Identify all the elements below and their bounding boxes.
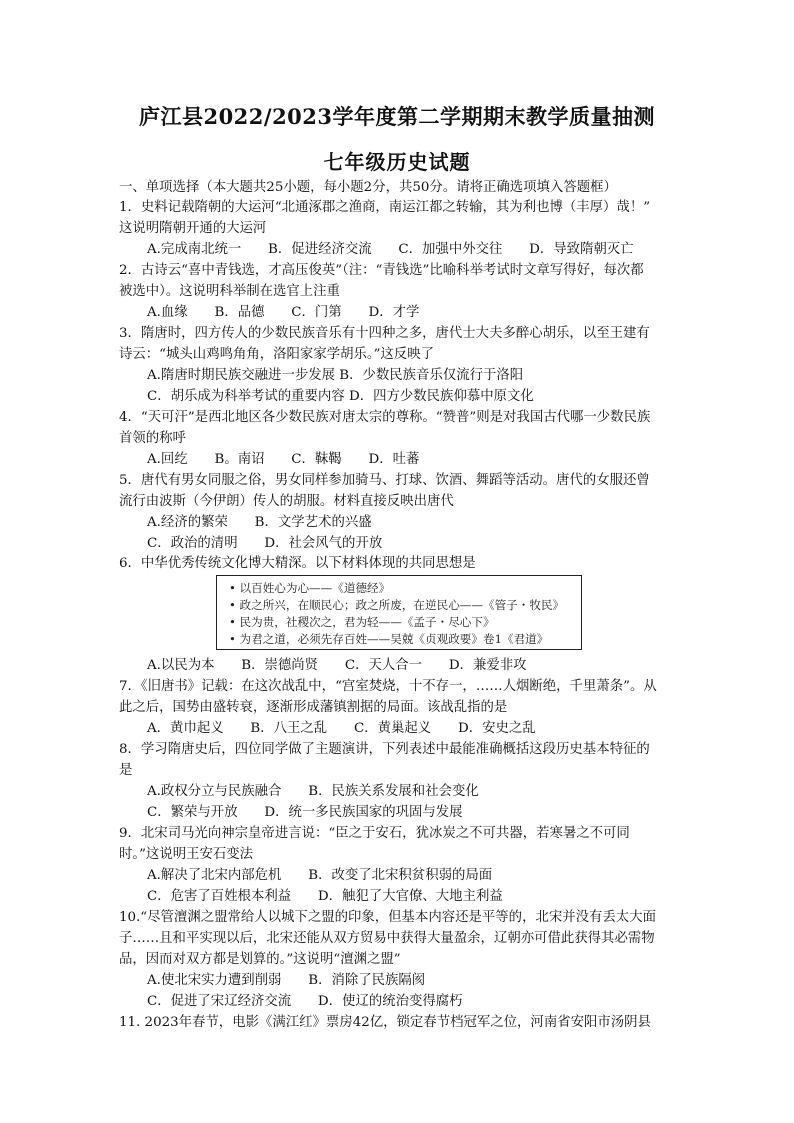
question-10-options-1: A.使北宋实力遭到削弱 B．消除了民族隔阂	[147, 973, 426, 988]
question-5-options-1: A.经济的繁荣 B．文学艺术的兴盛	[147, 515, 372, 530]
question-5-options-2: C．政治的清明 D．社会风气的开放	[147, 536, 383, 551]
question-10-text-cont: 子……且和平实现以后，北宋还能从双方贸易中获得大量盈余，辽朝亦可借此获得其必需物	[119, 931, 655, 946]
question-9-options-2: C．危害了百姓根本利益 D．触犯了大官僚、大地主利益	[147, 889, 503, 904]
question-5-text: 5．唐代有男女同服之俗，男女同样参加骑马、打球、饮酒、舞蹈等活动。唐代的女服还曾	[119, 473, 650, 488]
question-8-text-cont: 是	[119, 763, 133, 778]
question-3-text: 3．隋唐时，四方传人的少数民族音乐有十四种之多，唐代士大夫多醉心胡乐，以至王建有	[119, 326, 650, 341]
question-7-text-cont: 此之后，国势由盛转衰，逐渐形成藩镇割据的局面。该战乱指的是	[119, 700, 508, 715]
question-11-text: 11. 2023年春节，电影《满江红》票房42亿，锁定春节档冠军之位，河南省安阳市汤阴县	[119, 1015, 651, 1030]
question-4-text: 4．“天可汗”是西北地区各少数民族对唐太宗的尊称。“赞普”则是对我国古代哪一少数民族	[119, 410, 651, 425]
quote-line: • 以百姓心为心——《道德经》	[229, 581, 391, 595]
question-8-options-1: A.政权分立与民族融合 B．民族关系发展和社会变化	[147, 784, 479, 799]
question-9-options-1: A.解决了北宋内部危机 B．改变了北宋积贫积弱的局面	[147, 868, 493, 883]
question-9-text: 9．北宋司马光向神宗皇帝进言说：“臣之于安石，犹冰炭之不可共器，若寒暑之不可同	[119, 826, 630, 841]
question-4-options: A.回纥 B。南诏 C．靺鞨 D．吐蕃	[147, 452, 420, 467]
exam-title: 庐江县2022/2023学年度第二学期期末教学质量抽测	[138, 104, 656, 129]
question-5-text-cont: 流行由波斯（今伊朗）传人的胡服。材料直接反映出唐代	[119, 494, 454, 509]
quote-line: • 政之所兴，在顺民心；政之所废，在逆民心——《管子・牧民》	[229, 598, 565, 612]
question-1-text: 1．史料记载隋朝的大运河“北通涿郡之渔商，南运江都之转输，其为利也博（丰厚）哉！”	[119, 200, 651, 215]
question-2-text-cont: 被选中）。这说明科举制在选官上注重	[119, 284, 340, 299]
question-8-options-2: C．繁荣与开放 D．统一多民族国家的巩固与发展	[147, 805, 463, 820]
question-2-text: 2．古诗云“喜中青钱选，才高压俊英”（注：“青钱选”比喻科举考试时文章写得好，每次都	[119, 263, 644, 278]
question-9-text-cont: 时。”这说明王安石变法	[119, 847, 254, 862]
quote-line: • 民为贵，社稷次之，君为轻——《孟子・尽心下》	[229, 615, 495, 629]
exam-subtitle: 七年级历史试题	[323, 150, 471, 174]
quote-line: • 为君之道，必须先存百姓——吴兢《贞观政要》卷1《君道》	[229, 632, 549, 646]
question-3-text-cont: 诗云：“城头山鸡鸣角角，洛阳家家学胡乐。”这反映了	[119, 347, 434, 362]
question-1-options: A.完成南北统一 B．促进经济交流 C．加强中外交往 D．导致隋朝灭亡	[147, 242, 634, 257]
question-3-options-1: A.隋唐时期民族交融进一步发展 B．少数民族音乐仅流行于洛阳	[147, 368, 524, 383]
question-3-options-2: C．胡乐成为科举考试的重要内容 D．四方少数民族仰慕中原文化	[147, 389, 534, 404]
section-heading: 一、单项选择（本大题共25小题，每小题2分，共50分。请将正确选项填入答题框）	[119, 180, 617, 195]
question-1-text-cont: 这说明隋朝开通的大运河	[119, 221, 267, 236]
question-10-text: 10.“尽管澶渊之盟常给人以城下之盟的印象，但基本内容还是平等的，北宋并没有丢太大面	[119, 910, 656, 925]
question-7-options: A．黄巾起义 B．八王之乱 C．黄巢起义 D．安史之乱	[147, 721, 536, 736]
question-6-options: A.以民为本 B．崇德尚贤 C．天人合一 D．兼爱非攻	[147, 658, 527, 673]
question-2-options: A.血缘 B．品德 C．门第 D．才学	[147, 305, 420, 320]
question-6-text: 6．中华优秀传统文化博大精深。以下材料体现的共同思想是	[119, 556, 476, 571]
question-10-text-cont-2: 品，因而对双方都是划算的。”这说明“澶渊之盟”	[119, 952, 401, 967]
question-4-text-cont: 首领的称呼	[119, 431, 186, 446]
question-10-options-2: C．促进了宋辽经济交流 D．使辽的统治变得腐朽	[147, 994, 463, 1009]
question-6-quote-box	[216, 575, 582, 650]
question-7-text: 7．《旧唐书》记载：在这次战乱中，“宫室焚烧，十不存一，……人烟断绝，千里萧条”。从	[119, 679, 657, 694]
question-8-text: 8．学习隋唐史后，四位同学做了主题演讲，下列表述中最能准确概括这段历史基本特征的	[119, 742, 650, 757]
